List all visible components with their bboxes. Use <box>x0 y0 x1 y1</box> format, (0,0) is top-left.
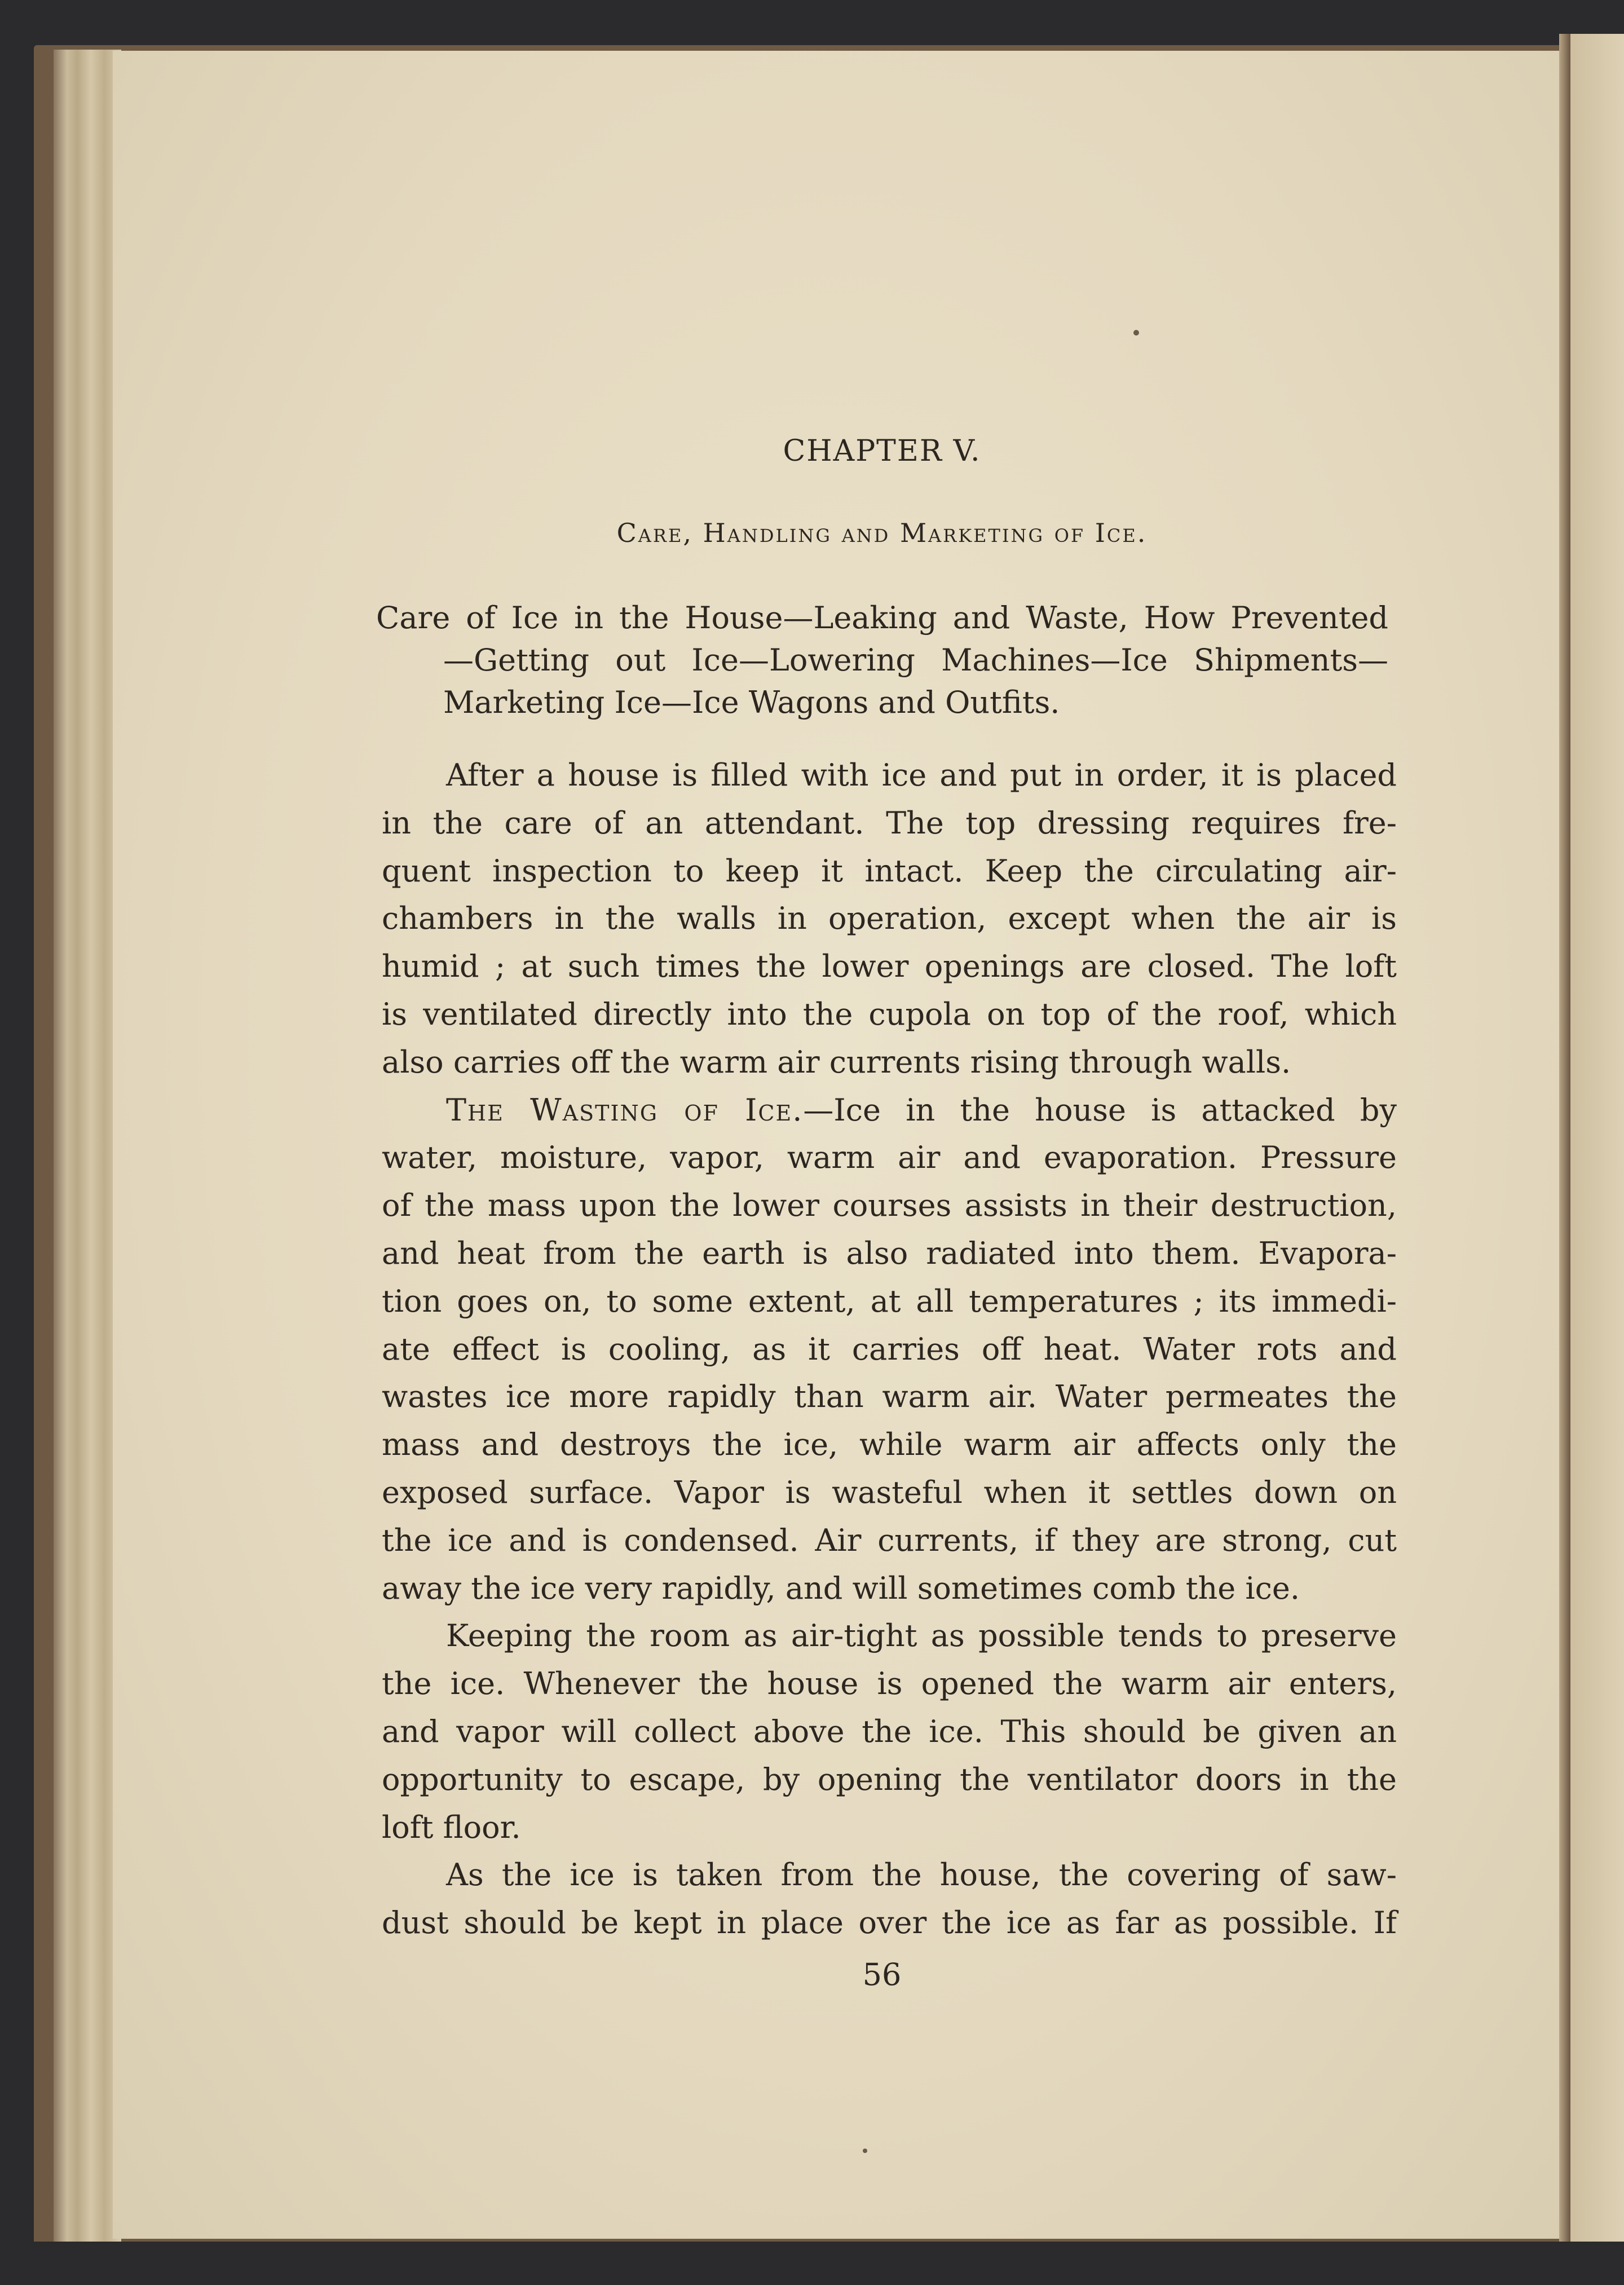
chapter-subtitle: Care, Handling and Marketing of Ice. <box>616 518 1148 548</box>
text-line <box>382 1087 1397 1135</box>
text-line <box>382 752 1397 800</box>
paragraph <box>382 1087 1397 1613</box>
text-line <box>382 1851 1397 1899</box>
text-line <box>382 800 1397 848</box>
line-text: tion goes on, to some extent, at all temperatures ; its immedi- <box>382 1283 1397 1319</box>
text-line <box>382 1804 1397 1852</box>
facing-page-edge <box>1570 34 1624 2250</box>
text-line <box>382 1660 1397 1708</box>
paragraph <box>382 752 1397 1087</box>
text-line <box>382 1182 1397 1230</box>
paragraph <box>382 1851 1397 1947</box>
summary-line: —Getting out Ice—Lowering Machines—Ice Shipments— <box>443 642 1388 678</box>
text-line <box>382 1612 1397 1660</box>
line-text: the ice. Whenever the house is opened the warm air enters, <box>382 1666 1397 1702</box>
line-text: and heat from the earth is also radiated into them. Evapora- <box>382 1235 1397 1271</box>
line-text: ate effect is cooling, as it carries off heat. Water rots and <box>382 1331 1397 1367</box>
line-text: wastes ice more rapidly than warm air. Water permeates the <box>382 1379 1397 1415</box>
line-text: in the care of an attendant. The top dressing requires fre- <box>382 805 1397 841</box>
text-line <box>382 1230 1397 1278</box>
line-text: also carries off the warm air currents rising through walls. <box>382 1044 1291 1080</box>
ornament-mark <box>1133 330 1139 336</box>
book-gutter <box>1559 34 1570 2250</box>
line-text: quent inspection to keep it intact. Keep the circulating air- <box>382 853 1397 889</box>
ink-speck <box>863 2149 867 2153</box>
line-text: dust should be kept in place over the ice as far as possible. If <box>382 1905 1397 1941</box>
text-line <box>382 943 1397 991</box>
line-text: exposed surface. Vapor is wasteful when it settles down on <box>382 1474 1397 1510</box>
section-run-in-heading: The Wasting of Ice. <box>446 1092 804 1128</box>
text-line <box>382 1565 1397 1613</box>
paragraph <box>382 1612 1397 1851</box>
line-text: —Ice in the house is attacked by <box>803 1092 1397 1128</box>
text-line <box>382 1373 1397 1421</box>
line-text: Keeping the room as air-tight as possible tends to preserve <box>446 1618 1397 1654</box>
text-line <box>382 1039 1397 1087</box>
summary-line: Care of Ice in the House—Leaking and Waste, How Prevented <box>376 600 1388 636</box>
text-line <box>382 848 1397 896</box>
body-text <box>382 752 1397 1947</box>
chapter-heading: CHAPTER V. <box>783 434 981 468</box>
line-text: mass and destroys the ice, while warm air affects only the <box>382 1427 1397 1463</box>
line-text: of the mass upon the lower courses assists in their destruction, <box>382 1188 1397 1224</box>
line-text: the ice and is condensed. Air currents, if they are strong, cut <box>382 1522 1397 1558</box>
chapter-summary <box>376 597 1388 724</box>
text-line <box>382 1517 1397 1565</box>
text-line <box>382 1899 1397 1947</box>
line-text: loft floor. <box>382 1809 521 1845</box>
line-text: away the ice very rapidly, and will sometimes comb the ice. <box>382 1570 1300 1606</box>
text-line <box>382 1134 1397 1182</box>
background <box>0 2242 1624 2285</box>
line-text: humid ; at such times the lower openings are closed. The loft <box>382 949 1397 985</box>
page-number: 56 <box>862 1957 902 1992</box>
line-text: is ventilated directly into the cupola on top of the roof, which <box>382 996 1397 1032</box>
line-text: chambers in the walls in operation, except when the air is <box>382 901 1397 937</box>
text-line <box>382 1326 1397 1374</box>
line-text: opportunity to escape, by opening the ventilator doors in the <box>382 1761 1397 1797</box>
summary-line: Marketing Ice—Ice Wagons and Outfits. <box>443 685 1060 720</box>
text-line <box>382 1278 1397 1326</box>
text-line <box>382 1708 1397 1756</box>
text-line <box>382 1469 1397 1517</box>
page-stack-edge <box>54 50 121 2243</box>
line-text: After a house is filled with ice and put in order, it is placed <box>446 757 1397 793</box>
text-line <box>382 895 1397 943</box>
line-text: water, moisture, vapor, warm air and evaporation. Pressure <box>382 1140 1397 1176</box>
text-line <box>382 1756 1397 1804</box>
line-text: As the ice is taken from the house, the covering of saw- <box>446 1857 1397 1893</box>
line-text: and vapor will collect above the ice. This should be given an <box>382 1713 1397 1749</box>
text-line <box>382 1421 1397 1469</box>
text-line <box>382 991 1397 1039</box>
